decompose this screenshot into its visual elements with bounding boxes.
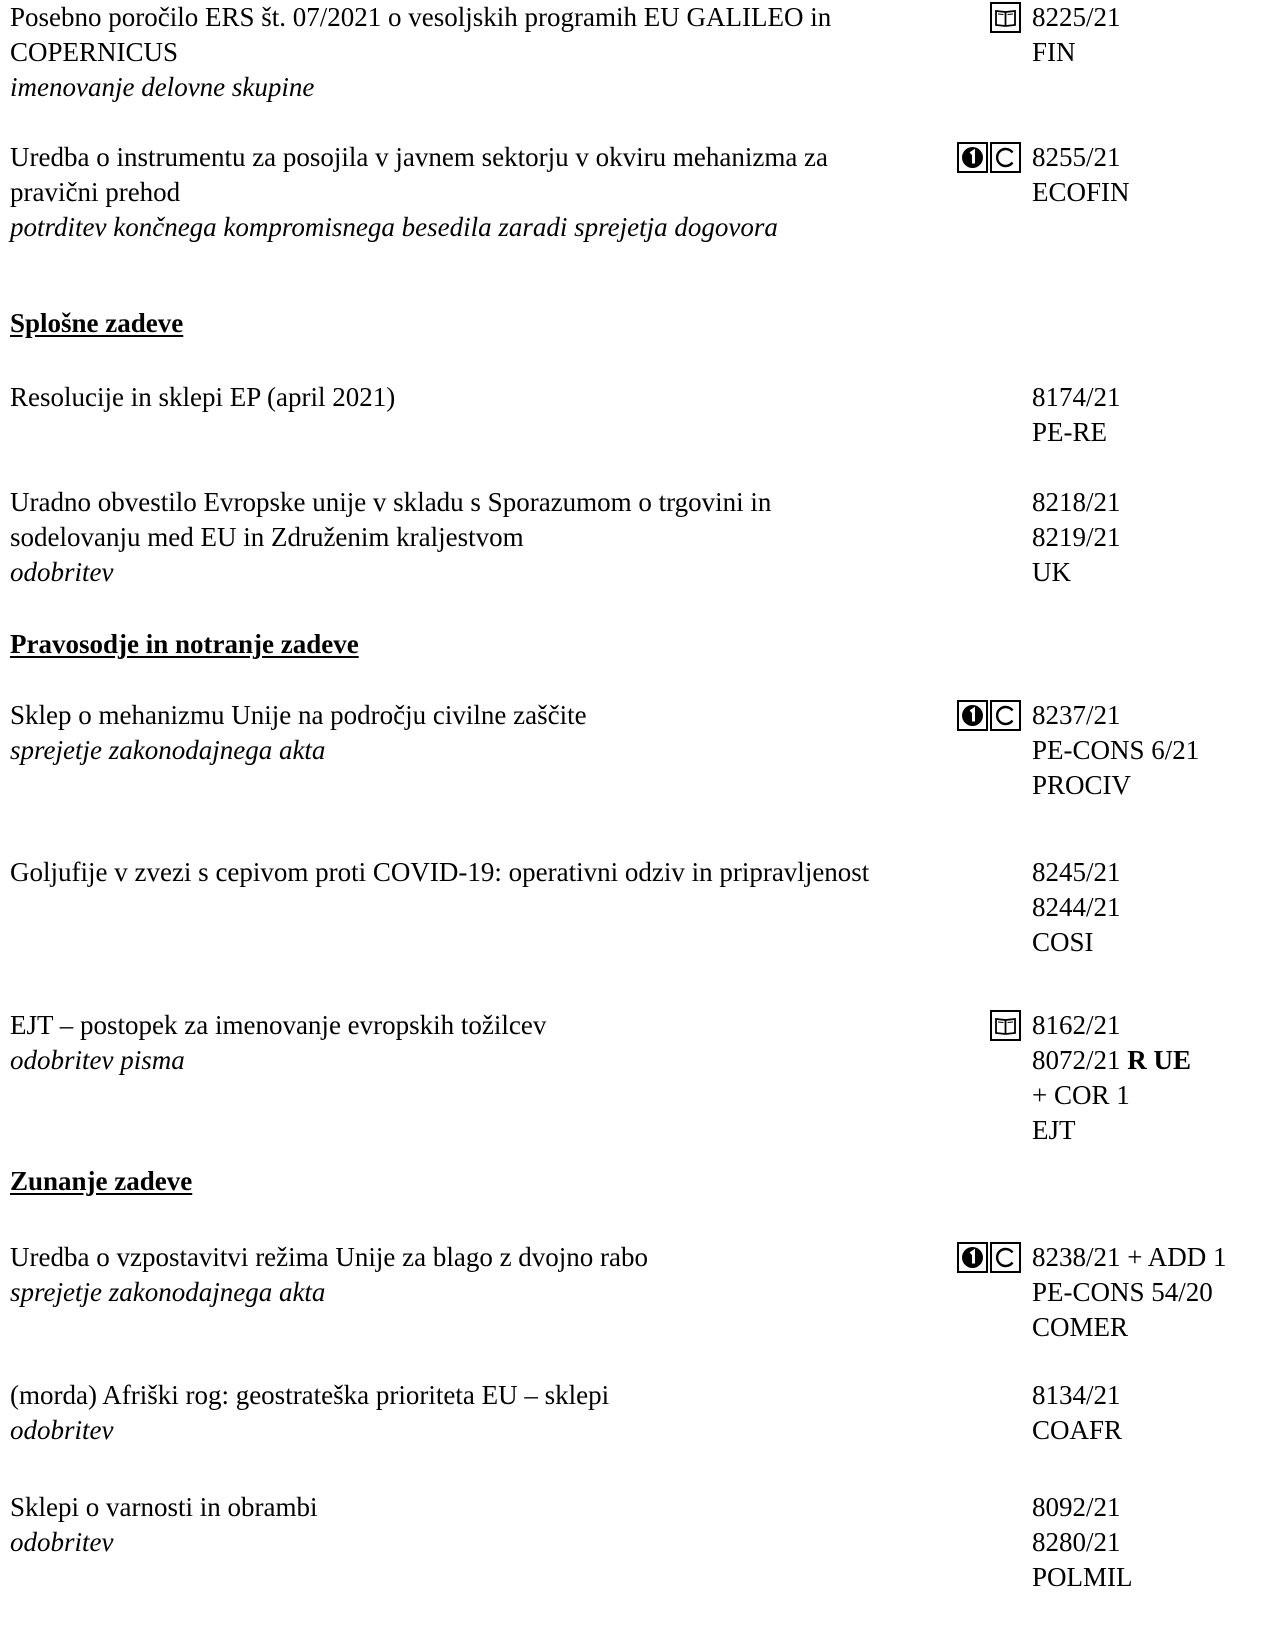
item-title: Resolucije in sklepi EP (april 2021) [10, 382, 396, 412]
item-title: Posebno poročilo ERS št. 07/2021 o vesoljskih programih EU GALILEO in COPERNICUS [10, 2, 832, 67]
item-title: (morda) Afriški rog: geostrateška prioriteta EU – sklepi [10, 1380, 610, 1410]
item-note: sprejetje zakonodajnega akta [10, 1277, 326, 1307]
document-reference: 8092/21 [1032, 1492, 1121, 1522]
item-title: Sklep o mehanizmu Unije na področju civilne zaščite [10, 700, 587, 730]
item-icons [990, 1010, 1021, 1041]
one-circle-icon [957, 142, 988, 173]
c-letter-icon [990, 700, 1021, 731]
document-reference: 8280/21 [1032, 1527, 1121, 1557]
item-description [10, 140, 890, 245]
document-reference: ECOFIN [1032, 177, 1130, 207]
document-reference: 8219/21 [1032, 522, 1121, 552]
item-description [10, 1490, 890, 1560]
book-icon [990, 1010, 1021, 1041]
document-reference: COMER [1032, 1312, 1129, 1342]
document-reference: 8218/21 [1032, 487, 1121, 517]
document-reference: POLMIL [1032, 1562, 1133, 1592]
document-reference: + COR 1 [1032, 1080, 1130, 1110]
document-references [1032, 855, 1121, 960]
item-note: potrditev končnega kompromisnega besedila zaradi sprejetja dogovora [10, 212, 778, 242]
item-title: EJT – postopek za imenovanje evropskih tožilcev [10, 1010, 547, 1040]
document-references [1032, 1240, 1226, 1345]
item-note: imenovanje delovne skupine [10, 72, 315, 102]
reference-code: R UE [1127, 1045, 1192, 1075]
document-reference: PROCIV [1032, 770, 1132, 800]
section-heading: Pravosodje in notranje zadeve [10, 629, 359, 659]
document-reference: PE-CONS 54/20 [1032, 1277, 1213, 1307]
document-references [1032, 1008, 1191, 1148]
document-references [1032, 0, 1121, 70]
book-icon [990, 2, 1021, 33]
item-icons [957, 700, 1021, 731]
document-reference: PE-CONS 6/21 [1032, 735, 1200, 765]
item-title: Goljufije v zvezi s cepivom proti COVID-19: operativni odziv in pripravljenost [10, 857, 870, 887]
document-reference: 8237/21 [1032, 700, 1121, 730]
document-reference: 8134/21 [1032, 1380, 1121, 1410]
one-circle-icon [957, 1242, 988, 1273]
item-description [10, 380, 890, 415]
item-note: odobritev [10, 1527, 114, 1557]
item-description [10, 855, 890, 890]
item-title: Uradno obvestilo Evropske unije v skladu s Sporazumom o trgovini in sodelovanju med EU in Združenim kraljestvom [10, 487, 772, 552]
document-references [1032, 485, 1121, 590]
item-description [10, 0, 890, 105]
document-references [1032, 1490, 1133, 1595]
document-reference: 8072/21 R UE [1032, 1045, 1192, 1075]
document-references [1032, 1378, 1122, 1448]
document-references [1032, 380, 1121, 450]
document-reference: 8225/21 [1032, 2, 1121, 32]
item-note: odobritev [10, 1415, 114, 1445]
item-icons [990, 2, 1021, 33]
section-heading: Splošne zadeve [10, 308, 184, 338]
item-icons [957, 1242, 1021, 1273]
document-reference: 8174/21 [1032, 382, 1121, 412]
one-circle-icon [957, 700, 988, 731]
document-references [1032, 140, 1130, 210]
item-description [10, 698, 890, 768]
document-reference: UK [1032, 557, 1071, 587]
document-reference: 8238/21 + ADD 1 [1032, 1242, 1227, 1272]
item-title: Sklepi o varnosti in obrambi [10, 1492, 318, 1522]
item-note: odobritev [10, 557, 114, 587]
document-reference: COAFR [1032, 1415, 1123, 1445]
item-description [10, 485, 890, 590]
document-reference: 8255/21 [1032, 142, 1121, 172]
document-reference: 8162/21 [1032, 1010, 1121, 1040]
document-reference: EJT [1032, 1115, 1076, 1145]
item-description [10, 1378, 890, 1448]
document-reference: FIN [1032, 37, 1076, 67]
item-note: sprejetje zakonodajnega akta [10, 735, 326, 765]
section-heading: Zunanje zadeve [10, 1166, 193, 1196]
document-reference: COSI [1032, 927, 1094, 957]
item-title: Uredba o instrumentu za posojila v javnem sektorju v okviru mehanizma za pravični prehod [10, 142, 829, 207]
document-reference: 8245/21 [1032, 857, 1121, 887]
item-description [10, 1240, 890, 1310]
c-letter-icon [990, 142, 1021, 173]
document-reference: 8244/21 [1032, 892, 1121, 922]
document-reference: PE-RE [1032, 417, 1108, 447]
item-note: odobritev pisma [10, 1045, 185, 1075]
c-letter-icon [990, 1242, 1021, 1273]
item-description [10, 1008, 890, 1078]
item-icons [957, 142, 1021, 173]
item-title: Uredba o vzpostavitvi režima Unije za blago z dvojno rabo [10, 1242, 649, 1272]
document-references [1032, 698, 1199, 803]
